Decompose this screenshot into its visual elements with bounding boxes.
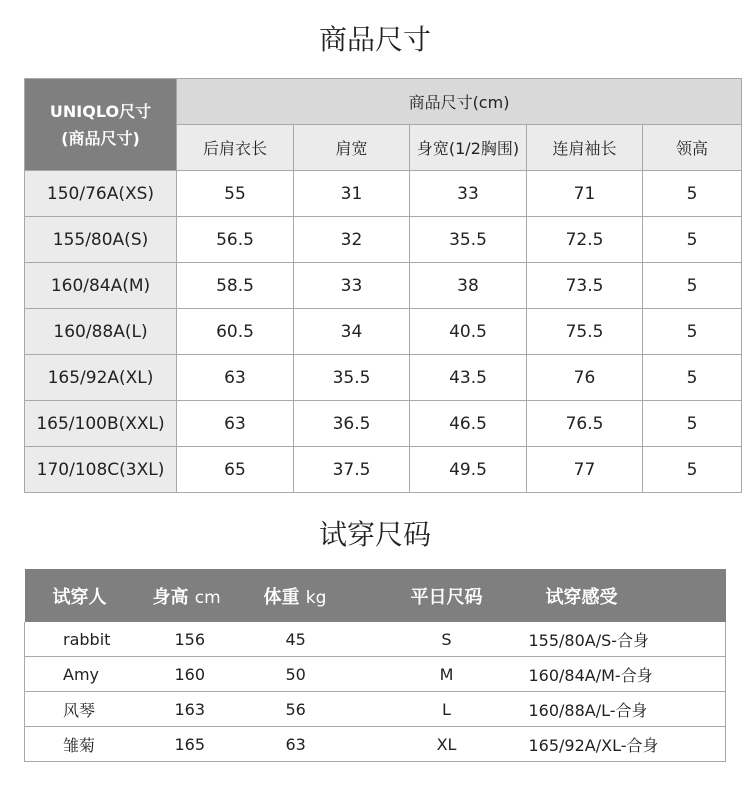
column-header: 身宽(1/2胸围) bbox=[410, 125, 527, 171]
feel-cell: 155/80A/S-合身 bbox=[524, 622, 726, 657]
size-label-cell: 165/92A(XL) bbox=[25, 355, 177, 401]
column-header: 肩宽 bbox=[294, 125, 410, 171]
tryon-table bbox=[24, 569, 726, 762]
table-cell: 33 bbox=[410, 171, 527, 217]
size-table bbox=[24, 78, 742, 493]
table-cell: 75.5 bbox=[527, 309, 643, 355]
table-cell: 71 bbox=[527, 171, 643, 217]
size-cell: XL bbox=[370, 727, 524, 762]
table-row bbox=[25, 447, 742, 493]
table-cell: 46.5 bbox=[410, 401, 527, 447]
weight-cell: 56 bbox=[264, 692, 370, 727]
table-cell: 58.5 bbox=[177, 263, 294, 309]
column-header: 后肩衣长 bbox=[177, 125, 294, 171]
table-cell: 5 bbox=[643, 309, 742, 355]
table-cell: 73.5 bbox=[527, 263, 643, 309]
table-row bbox=[25, 692, 726, 727]
table-cell: 5 bbox=[643, 263, 742, 309]
table-cell: 5 bbox=[643, 355, 742, 401]
table-cell: 5 bbox=[643, 217, 742, 263]
table-cell: 76.5 bbox=[527, 401, 643, 447]
person-cell: rabbit bbox=[25, 622, 153, 657]
size-section-title: 商品尺寸 bbox=[318, 23, 431, 56]
table-cell: 5 bbox=[643, 401, 742, 447]
table-row bbox=[25, 622, 726, 657]
feel-cell: 160/84A/M-合身 bbox=[524, 657, 726, 692]
feel-cell: 160/88A/L-合身 bbox=[524, 692, 726, 727]
table-row bbox=[25, 217, 742, 263]
size-label-cell: 150/76A(XS) bbox=[25, 171, 177, 217]
table-cell: 32 bbox=[294, 217, 410, 263]
weight-cell: 63 bbox=[264, 727, 370, 762]
feel-cell: 165/92A/XL-合身 bbox=[524, 727, 726, 762]
header-weight-unit: kg bbox=[305, 587, 327, 608]
table-row bbox=[25, 171, 742, 217]
table-cell: 77 bbox=[527, 447, 643, 493]
table-row bbox=[25, 263, 742, 309]
table-cell: 36.5 bbox=[294, 401, 410, 447]
table-cell: 33 bbox=[294, 263, 410, 309]
size-label-cell: 170/108C(3XL) bbox=[25, 447, 177, 493]
table-cell: 56.5 bbox=[177, 217, 294, 263]
table-cell: 35.5 bbox=[294, 355, 410, 401]
table-cell: 65 bbox=[177, 447, 294, 493]
column-header: 连肩袖长 bbox=[527, 125, 643, 171]
table-cell: 49.5 bbox=[410, 447, 527, 493]
table-cell: 5 bbox=[643, 171, 742, 217]
table-cell: 34 bbox=[294, 309, 410, 355]
table-cell: 31 bbox=[294, 171, 410, 217]
product-size-label: (商品尺寸) bbox=[61, 128, 140, 148]
tryon-header-row bbox=[25, 569, 726, 622]
brand-size-label: UNIQLO尺寸 bbox=[49, 101, 152, 121]
table-cell: 35.5 bbox=[410, 217, 527, 263]
size-label-cell: 155/80A(S) bbox=[25, 217, 177, 263]
table-row bbox=[25, 401, 742, 447]
person-cell: 雏菊 bbox=[25, 727, 153, 762]
table-cell: 40.5 bbox=[410, 309, 527, 355]
size-label-cell: 160/88A(L) bbox=[25, 309, 177, 355]
header-height bbox=[153, 569, 264, 622]
brand-size-header bbox=[25, 79, 177, 171]
table-cell: 5 bbox=[643, 447, 742, 493]
header-feel: 试穿感受 bbox=[524, 569, 726, 622]
table-row bbox=[25, 727, 726, 762]
height-cell: 163 bbox=[153, 692, 264, 727]
height-cell: 165 bbox=[153, 727, 264, 762]
table-cell: 43.5 bbox=[410, 355, 527, 401]
header-weight bbox=[264, 569, 370, 622]
size-label-cell: 165/100B(XXL) bbox=[25, 401, 177, 447]
table-cell: 38 bbox=[410, 263, 527, 309]
tryon-section-title: 试穿尺码 bbox=[318, 518, 431, 551]
weight-cell: 45 bbox=[264, 622, 370, 657]
header-height-label: 身高 bbox=[152, 586, 189, 608]
size-cell: L bbox=[370, 692, 524, 727]
height-cell: 160 bbox=[153, 657, 264, 692]
table-cell: 63 bbox=[177, 401, 294, 447]
table-cell: 55 bbox=[177, 171, 294, 217]
size-cell: S bbox=[370, 622, 524, 657]
table-row bbox=[25, 657, 726, 692]
table-row bbox=[25, 309, 742, 355]
header-height-unit: cm bbox=[194, 587, 221, 608]
size-label-cell: 160/84A(M) bbox=[25, 263, 177, 309]
header-weight-label: 体重 bbox=[263, 586, 300, 608]
header-person: 试穿人 bbox=[25, 569, 153, 622]
table-cell: 60.5 bbox=[177, 309, 294, 355]
column-header: 领高 bbox=[643, 125, 742, 171]
header-size: 平日尺码 bbox=[370, 569, 524, 622]
weight-cell: 50 bbox=[264, 657, 370, 692]
height-cell: 156 bbox=[153, 622, 264, 657]
table-cell: 63 bbox=[177, 355, 294, 401]
table-cell: 76 bbox=[527, 355, 643, 401]
size-cell: M bbox=[370, 657, 524, 692]
table-cell: 37.5 bbox=[294, 447, 410, 493]
table-row bbox=[25, 355, 742, 401]
product-size-group-header: 商品尺寸(cm) bbox=[177, 79, 742, 125]
table-cell: 72.5 bbox=[527, 217, 643, 263]
person-cell: 风琴 bbox=[25, 692, 153, 727]
person-cell: Amy bbox=[25, 657, 153, 692]
